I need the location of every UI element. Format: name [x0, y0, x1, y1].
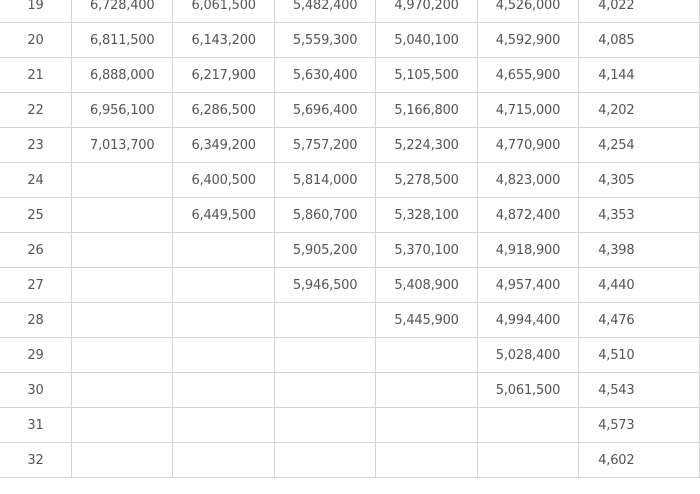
table-row	[0, 408, 700, 443]
table-cell: 7,013,700	[72, 128, 173, 163]
table-cell: 4,994,400	[477, 303, 578, 338]
table-cell: 4,655,900	[477, 58, 578, 93]
table-cell: 5,946,500	[274, 268, 375, 303]
table-cell: 4,254	[579, 128, 700, 163]
table-cell: 5,482,400	[274, 0, 375, 23]
table-row	[0, 373, 700, 408]
row-index-cell: 25	[0, 198, 72, 233]
table-cell	[173, 268, 274, 303]
table-cell: 4,602	[579, 443, 700, 478]
table-cell: 5,278,500	[376, 163, 477, 198]
table-cell	[72, 198, 173, 233]
table-cell: 5,860,700	[274, 198, 375, 233]
table-row	[0, 128, 700, 163]
table-cell: 5,905,200	[274, 233, 375, 268]
table-row	[0, 338, 700, 373]
table-cell: 4,305	[579, 163, 700, 198]
row-index-cell: 24	[0, 163, 72, 198]
row-index-cell: 21	[0, 58, 72, 93]
table-cell	[72, 443, 173, 478]
table-row	[0, 163, 700, 198]
row-index-cell: 27	[0, 268, 72, 303]
table-cell	[376, 373, 477, 408]
table-cell: 6,888,000	[72, 58, 173, 93]
table-cell: 4,592,900	[477, 23, 578, 58]
table-cell	[274, 373, 375, 408]
table-cell: 5,028,400	[477, 338, 578, 373]
row-index-cell: 31	[0, 408, 72, 443]
table-cell	[477, 443, 578, 478]
table-cell	[72, 303, 173, 338]
table-cell: 6,286,500	[173, 93, 274, 128]
table-row	[0, 23, 700, 58]
table-cell	[173, 443, 274, 478]
row-index-cell: 29	[0, 338, 72, 373]
table-cell	[72, 408, 173, 443]
table-cell: 4,022	[579, 0, 700, 23]
table-row	[0, 58, 700, 93]
table-cell	[72, 373, 173, 408]
table-cell: 5,328,100	[376, 198, 477, 233]
table-cell	[376, 338, 477, 373]
table-cell: 4,476	[579, 303, 700, 338]
table-cell	[274, 303, 375, 338]
table-cell: 4,144	[579, 58, 700, 93]
row-index-cell: 19	[0, 0, 72, 23]
row-index-cell: 20	[0, 23, 72, 58]
table-cell: 4,872,400	[477, 198, 578, 233]
table-cell	[72, 163, 173, 198]
row-index-cell: 28	[0, 303, 72, 338]
table-cell: 5,370,100	[376, 233, 477, 268]
table-cell	[274, 443, 375, 478]
table-cell: 4,573	[579, 408, 700, 443]
row-index-cell: 32	[0, 443, 72, 478]
table-cell	[173, 408, 274, 443]
table-cell: 5,408,900	[376, 268, 477, 303]
table-row	[0, 0, 700, 23]
table-cell	[173, 303, 274, 338]
table-cell: 4,715,000	[477, 93, 578, 128]
table-cell	[72, 233, 173, 268]
table-cell: 4,823,000	[477, 163, 578, 198]
table-cell: 4,770,900	[477, 128, 578, 163]
table-cell: 4,085	[579, 23, 700, 58]
table-cell	[477, 408, 578, 443]
table-cell: 6,400,500	[173, 163, 274, 198]
table-row	[0, 303, 700, 338]
table-cell	[173, 373, 274, 408]
table-row	[0, 93, 700, 128]
table-cell: 6,811,500	[72, 23, 173, 58]
row-index-cell: 23	[0, 128, 72, 163]
table-row	[0, 268, 700, 303]
table-cell: 5,696,400	[274, 93, 375, 128]
table-cell: 6,217,900	[173, 58, 274, 93]
table-cell: 6,349,200	[173, 128, 274, 163]
table-cell: 5,040,100	[376, 23, 477, 58]
table-cell: 4,970,200	[376, 0, 477, 23]
row-index-cell: 22	[0, 93, 72, 128]
table-cell: 6,143,200	[173, 23, 274, 58]
table-cell: 5,814,000	[274, 163, 375, 198]
table-cell: 5,105,500	[376, 58, 477, 93]
table-cell: 6,061,500	[173, 0, 274, 23]
table-cell	[72, 338, 173, 373]
table-cell: 4,543	[579, 373, 700, 408]
table-cell	[274, 338, 375, 373]
table-cell: 6,449,500	[173, 198, 274, 233]
table-cell: 6,728,400	[72, 0, 173, 23]
table-cell: 4,957,400	[477, 268, 578, 303]
table-cell: 5,757,200	[274, 128, 375, 163]
table-cell: 4,526,000	[477, 0, 578, 23]
table-cell	[376, 408, 477, 443]
table-cell: 5,224,300	[376, 128, 477, 163]
table-cell	[173, 233, 274, 268]
table-cell: 5,166,800	[376, 93, 477, 128]
table-cell: 5,445,900	[376, 303, 477, 338]
table-cell: 4,918,900	[477, 233, 578, 268]
table-cell: 5,559,300	[274, 23, 375, 58]
table-row	[0, 443, 700, 478]
table-cell: 4,398	[579, 233, 700, 268]
table-cell: 4,202	[579, 93, 700, 128]
table-cell	[173, 338, 274, 373]
table-cell: 4,440	[579, 268, 700, 303]
table-cell	[72, 268, 173, 303]
table-cell: 4,353	[579, 198, 700, 233]
table-cell: 6,956,100	[72, 93, 173, 128]
row-index-cell: 26	[0, 233, 72, 268]
table-cell	[274, 408, 375, 443]
row-index-cell: 30	[0, 373, 72, 408]
table-cell	[376, 443, 477, 478]
table-row	[0, 198, 700, 233]
table-cell: 5,061,500	[477, 373, 578, 408]
table-cell: 5,630,400	[274, 58, 375, 93]
table-cell: 4,510	[579, 338, 700, 373]
table-row	[0, 233, 700, 268]
